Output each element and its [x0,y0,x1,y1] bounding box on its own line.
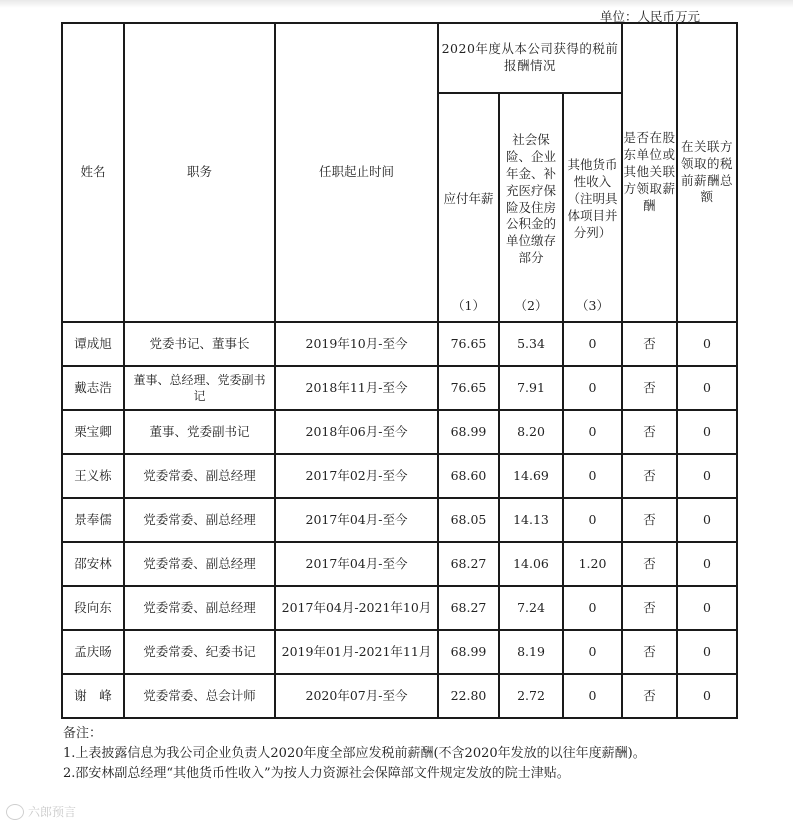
cell-term: 2020年07月-至今 [275,674,438,718]
header-social-cell [499,93,563,322]
cell-shareholder: 否 [622,586,677,630]
cell-other: 0 [563,674,622,718]
cell-social: 14.06 [499,542,563,586]
header-number-3: （3） [576,298,609,313]
cell-position: 党委书记、董事长 [124,322,275,366]
table-row [62,674,737,718]
cell-social: 14.13 [499,498,563,542]
notes-title: 备注： [63,726,103,741]
cell-name: 邵安林 [62,542,124,586]
cell-shareholder: 否 [622,630,677,674]
cell-position: 党委常委、总会计师 [124,674,275,718]
compensation-table [61,22,738,719]
cell-term: 2017年02月-至今 [275,454,438,498]
cell-other: 1.20 [563,542,622,586]
cell-salary: 68.99 [438,410,499,454]
table-row [62,366,737,410]
header-related-party-pay: 在关联方领取的税前薪酬总额 [677,23,737,322]
cell-other: 0 [563,366,622,410]
cell-shareholder: 否 [622,322,677,366]
cell-shareholder: 否 [622,410,677,454]
cell-social: 8.19 [499,630,563,674]
cell-salary: 68.05 [438,498,499,542]
header-number-1: （1） [452,298,485,313]
cell-term: 2018年11月-至今 [275,366,438,410]
cell-other: 0 [563,410,622,454]
cell-salary: 22.80 [438,674,499,718]
note-1: 1.上表披露信息为我公司企业负责人2020年度全部应发税前薪酬(不含2020年发放的以往年度薪酬)。 [63,746,646,761]
header-salary: 应付年薪 [443,191,494,207]
cell-term: 2017年04月-至今 [275,498,438,542]
cell-salary: 68.27 [438,586,499,630]
cell-position: 党委常委、副总经理 [124,542,275,586]
header-term: 任职起止时间 [275,23,438,322]
cell-related: 0 [677,322,737,366]
header-shareholder-pay: 是否在股东单位或其他关联方领取薪酬 [622,23,677,322]
cell-shareholder: 否 [622,454,677,498]
cell-related: 0 [677,410,737,454]
cell-related: 0 [677,586,737,630]
cell-social: 5.34 [499,322,563,366]
cell-salary: 68.27 [438,542,499,586]
header-position: 职务 [124,23,275,322]
cell-other: 0 [563,498,622,542]
header-salary-cell [438,93,499,322]
cell-name: 孟庆旸 [62,630,124,674]
table-row [62,630,737,674]
header-other-cell [563,93,622,322]
cell-related: 0 [677,498,737,542]
watermark-text: 六郎预言 [28,805,77,819]
cell-social: 2.72 [499,674,563,718]
cell-name: 王义栋 [62,454,124,498]
cell-related: 0 [677,366,737,410]
cell-shareholder: 否 [622,498,677,542]
cell-name: 景奉儒 [62,498,124,542]
cell-other: 0 [563,322,622,366]
cell-name: 栗宝卿 [62,410,124,454]
cell-position: 董事、党委副书记 [124,410,275,454]
cell-other: 0 [563,586,622,630]
table-row [62,410,737,454]
table-row [62,498,737,542]
cell-salary: 68.99 [438,630,499,674]
watermark [6,803,76,820]
cell-name: 戴志浩 [62,366,124,410]
cell-name: 谭成旭 [62,322,124,366]
cell-position: 董事、总经理、党委副书记 [124,366,275,410]
cell-term: 2019年01月-2021年11月 [275,630,438,674]
cell-term: 2019年10月-至今 [275,322,438,366]
header-name: 姓名 [62,23,124,322]
table-row [62,454,737,498]
header-compensation-group: 2020年度从本公司获得的税前报酬情况 [438,23,622,93]
cell-related: 0 [677,630,737,674]
cell-term: 2017年04月-至今 [275,542,438,586]
notes-section [63,724,753,784]
cell-social: 7.91 [499,366,563,410]
table-row [62,322,737,366]
cell-salary: 76.65 [438,366,499,410]
watermark-logo-icon [6,804,24,820]
cell-social: 8.20 [499,410,563,454]
cell-related: 0 [677,674,737,718]
cell-related: 0 [677,454,737,498]
cell-shareholder: 否 [622,674,677,718]
unit-label: 单位：人民币万元 [600,9,701,24]
cell-position: 党委常委、纪委书记 [124,630,275,674]
table-row [62,542,737,586]
cell-other: 0 [563,454,622,498]
cell-salary: 76.65 [438,322,499,366]
cell-social: 7.24 [499,586,563,630]
cell-shareholder: 否 [622,366,677,410]
cell-salary: 68.60 [438,454,499,498]
cell-position: 党委常委、副总经理 [124,586,275,630]
cell-name: 谢 峰 [62,674,124,718]
note-2: 2.邵安林副总经理“其他货币性收入”为按人力资源社会保障部文件规定发放的院士津贴。 [63,766,570,781]
cell-shareholder: 否 [622,542,677,586]
cell-other: 0 [563,630,622,674]
cell-name: 段向东 [62,586,124,630]
table-row [62,586,737,630]
cell-term: 2017年04月-2021年10月 [275,586,438,630]
cell-position: 党委常委、副总经理 [124,498,275,542]
cell-related: 0 [677,542,737,586]
header-number-2: （2） [514,298,548,313]
cell-term: 2018年06月-至今 [275,410,438,454]
cell-social: 14.69 [499,454,563,498]
cell-position: 党委常委、副总经理 [124,454,275,498]
header-other-income: 其他货币性收入（注明具体项目并分列） [567,157,618,240]
header-social-insurance: 社会保险、企业年金、补充医疗保险及住房公积金的单位缴存部分 [505,132,556,266]
